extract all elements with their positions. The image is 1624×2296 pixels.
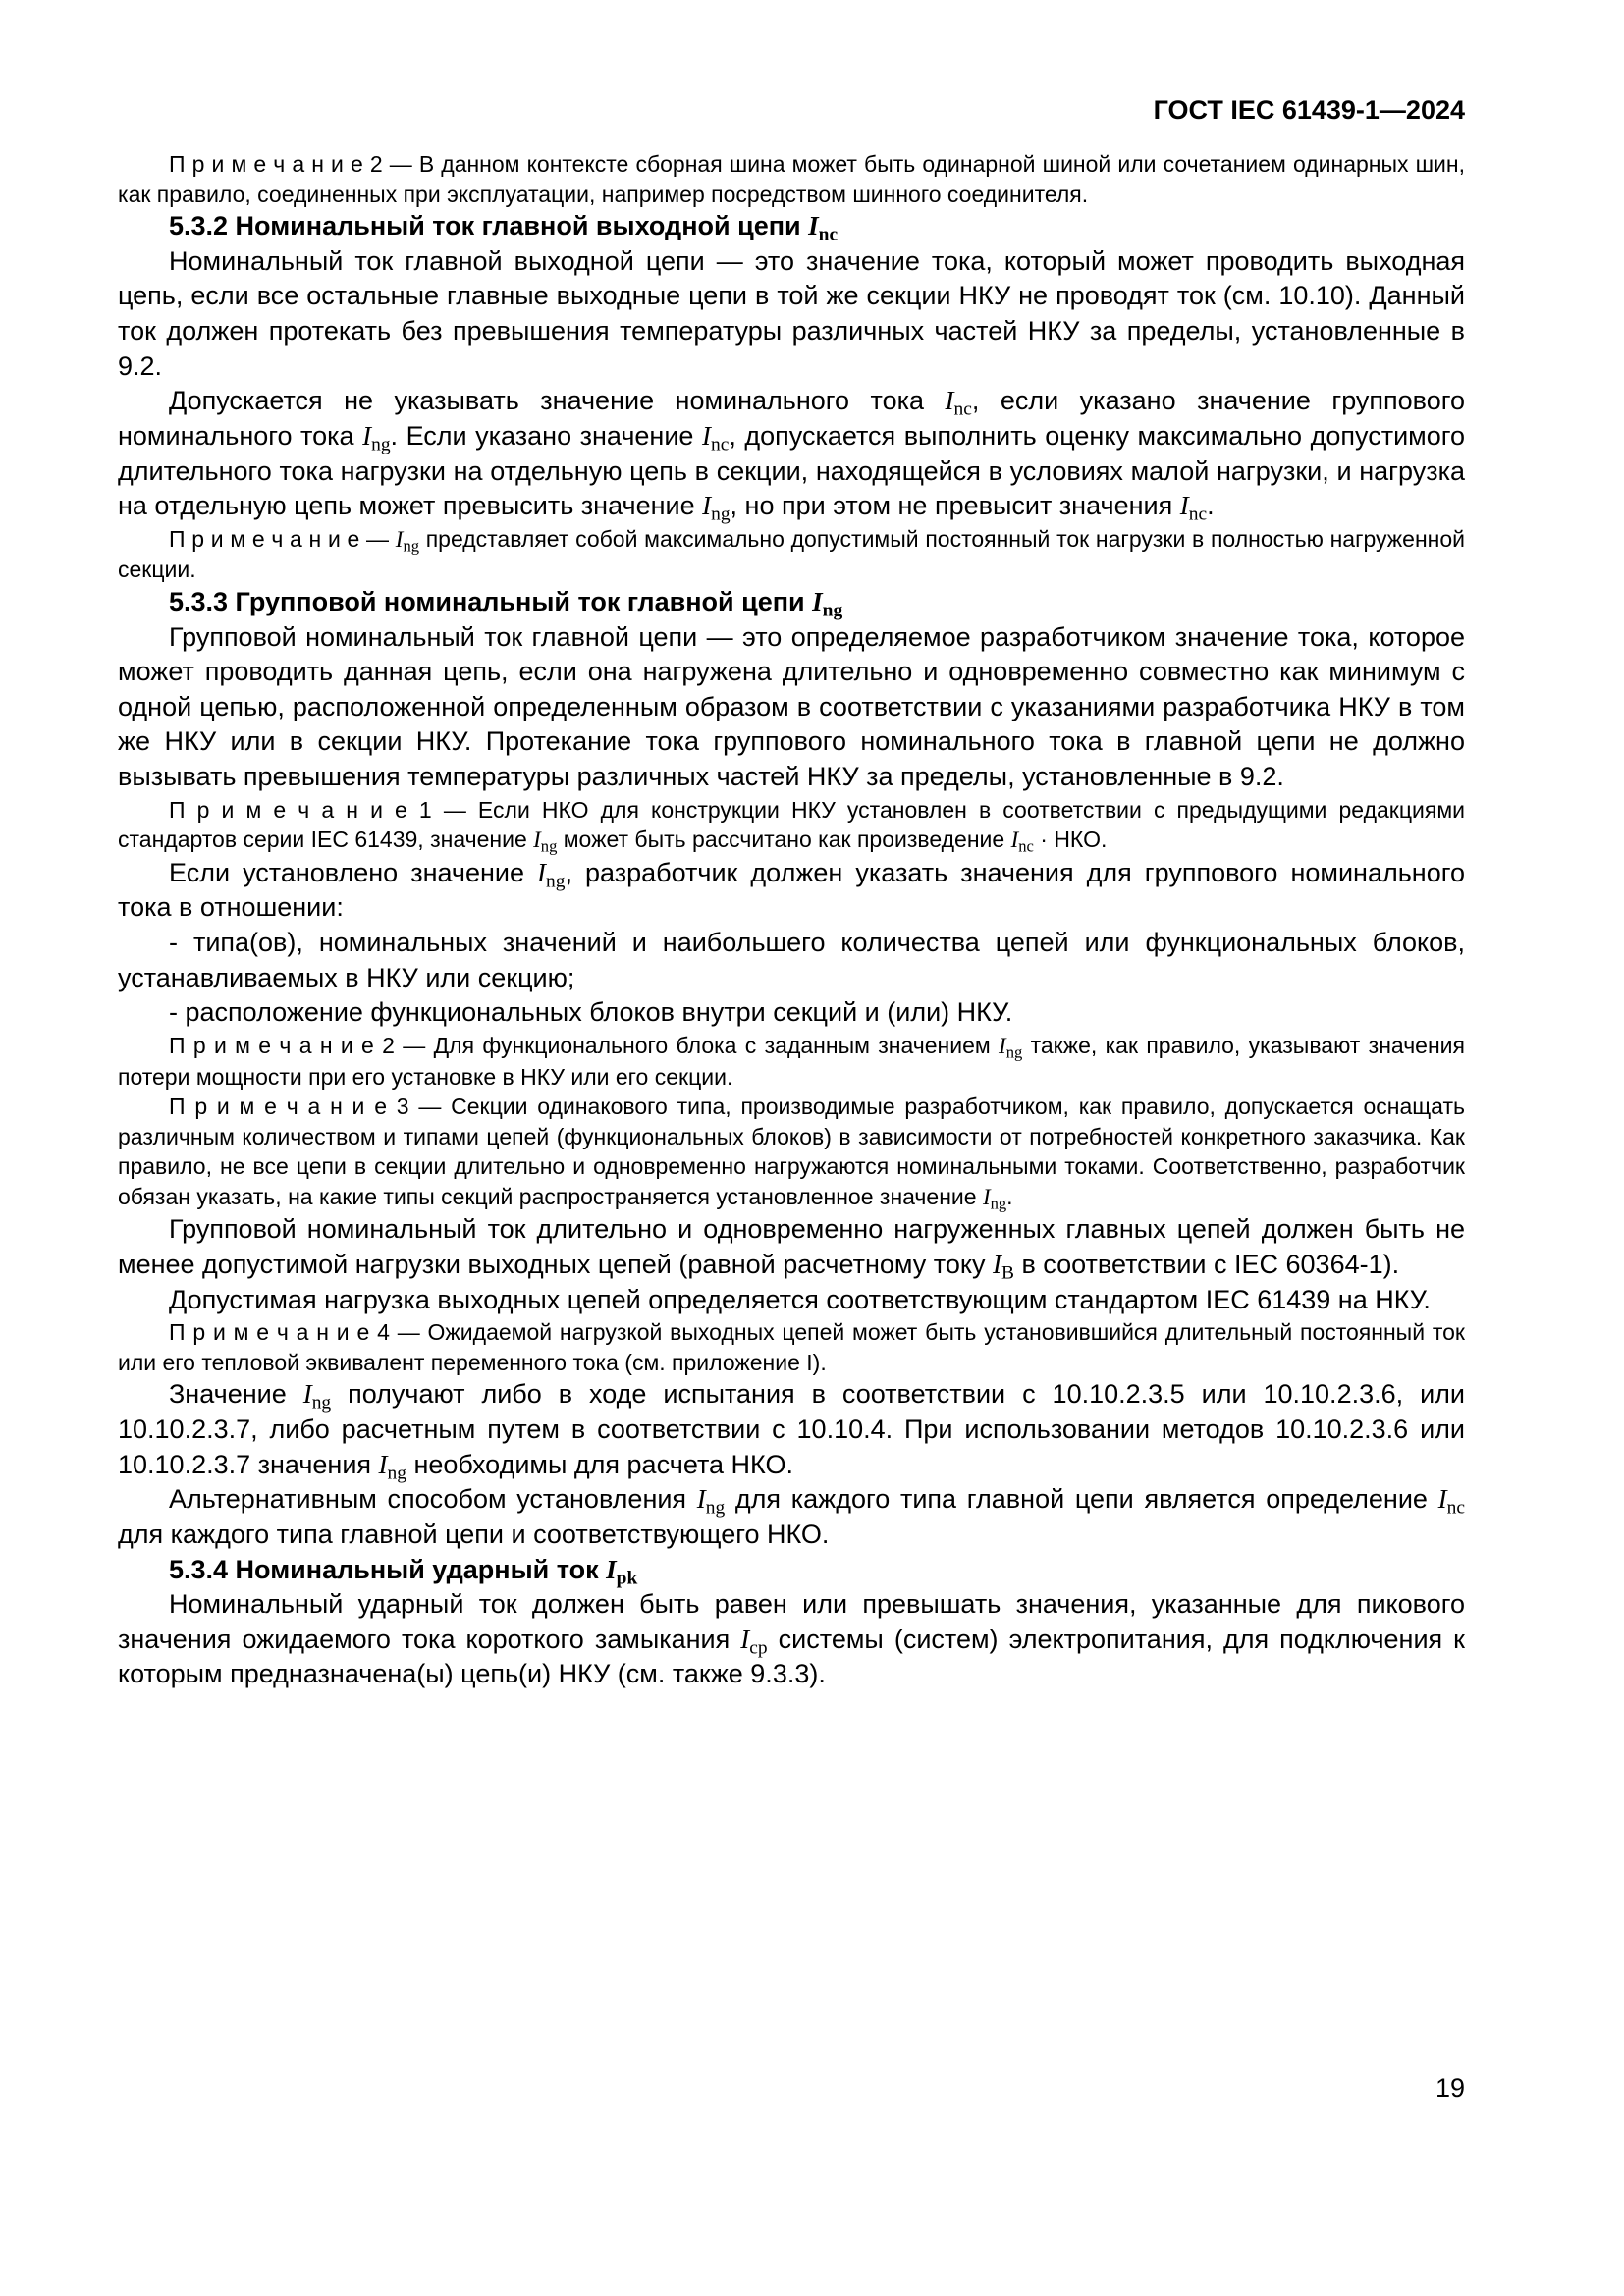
list-item: - расположение функциональных блоков внутри секций и (или) НКУ. bbox=[169, 997, 1013, 1028]
list-item: - типа(ов), номинальных значений и наибольшего количества цепей или функциональных блоков, устанавливаемых в НКУ или секцию; bbox=[118, 928, 1465, 992]
paragraph: Номинальный ударный ток должен быть равен или превышать значения, указанные для пикового значения ожидаемого тока короткого замыкания $I_{cp}$ системы (систем) электропитания, для подключения к которым предназначена(ы) цепь(и) НКУ (см. также 9.3.3). bbox=[118, 1589, 1465, 1689]
variable-symbol: I bbox=[945, 386, 954, 416]
variable-subscript: ng bbox=[311, 1392, 332, 1414]
variable-symbol: I bbox=[362, 420, 372, 451]
variable-subscript: nc bbox=[710, 434, 730, 455]
variable-subscript: nc bbox=[818, 224, 839, 245]
variable-subscript: ng bbox=[546, 871, 566, 892]
variable-symbol: I bbox=[606, 1554, 617, 1584]
variable-symbol: I bbox=[702, 491, 712, 521]
section-heading: 5.3.2 Номинальный ток главной выходной цепи $I_{nc}$ bbox=[169, 211, 839, 245]
note-paragraph: П р и м е ч а н и е — $I_{ng}$ представляет собой максимально допустимый постоянный ток нагрузки в полностью нагруженной секции. bbox=[118, 525, 1465, 583]
variable-subscript: nc bbox=[953, 399, 972, 420]
paragraph: Групповой номинальный ток длительно и одновременно нагруженных главных цепей должен быть не менее допустимой нагрузки выходных цепей (равной расчетному току $I_B$ в соответствии с IEC 60364-1). bbox=[118, 1214, 1465, 1284]
variable-subscript: nc bbox=[1446, 1497, 1465, 1519]
variable-symbol: I bbox=[812, 586, 823, 616]
variable-subscript: nc bbox=[1188, 504, 1208, 525]
variable-subscript: ng bbox=[711, 504, 731, 525]
note-paragraph: П р и м е ч а н и е 1 — Если НКО для конструкции НКУ установлен в соответствии с предыдущими редакциями стандартов серии IEC 61439, значение $I_{ng}$ может быть рассчитано как произведение $I_{nc}$ · НКО. bbox=[118, 796, 1465, 856]
variable-symbol: I bbox=[1179, 491, 1189, 521]
variable-symbol: I bbox=[808, 211, 819, 241]
page-number: 19 bbox=[1435, 2073, 1465, 2103]
variable-symbol: I bbox=[395, 526, 404, 552]
variable-subscript: B bbox=[1001, 1262, 1014, 1284]
section-heading: 5.3.4 Номинальный ударный ток $I_{pk}$ bbox=[169, 1554, 638, 1589]
variable-symbol: I bbox=[992, 1250, 1001, 1280]
variable-subscript: ng bbox=[403, 536, 419, 556]
variable-subscript: nc bbox=[1018, 836, 1034, 856]
variable-subscript: ng bbox=[1005, 1042, 1023, 1062]
section-heading: 5.3.3 Групповой номинальный ток главной цепи $I_{ng}$ bbox=[169, 586, 843, 621]
variable-symbol: I bbox=[999, 1033, 1006, 1058]
paragraph: Альтернативным способом установления $I_{ng}$ для каждого типа главной цепи является определение $I_{nc}$ для каждого типа главной цепи и соответствующего НКО. bbox=[118, 1484, 1465, 1549]
paragraph: Допускается не указывать значение номинального тока $I_{nc}$, если указано значение группового номинального тока $I_{ng}$. Если указано значение $I_{nc}$, допускается выполнить оценку максимально допустимого длительного тока нагрузки на отдельную цепь в секции, находящейся в условиях малой нагрузки, и нагрузка на отдельную цепь может превысить значение $I_{ng}$, но при этом не превысит значения $I_{nc}$. bbox=[118, 386, 1465, 525]
variable-symbol: I bbox=[701, 420, 711, 451]
variable-subscript: cp bbox=[749, 1637, 768, 1659]
variable-symbol: I bbox=[982, 1184, 991, 1209]
paragraph: Номинальный ток главной выходной цепи — это значение тока, который может проводить выходная цепь, если все остальные главные выходные цепи в той же секции НКУ не проводят ток (см. 10.10). Данный ток должен протекать без превышения температуры различных частей НКУ за пределы, установленные в 9.2. bbox=[118, 245, 1465, 381]
document-header bbox=[118, 94, 1465, 126]
note-paragraph: П р и м е ч а н и е 2 — В данном контексте сборная шина может быть одинарной шиной или сочетанием одинарных шин, как правило, соединенных при эксплуатации, например посредством шинного соединителя. bbox=[118, 151, 1465, 207]
paragraph: Значение $I_{ng}$ получают либо в ходе испытания в соответствии с 10.10.2.3.5 или 10.10.2.3.6, или 10.10.2.3.7, либо расчетным путем в соответствии с 10.10.4. При использовании методов 10.10.2.3.6 или 10.10.2.3.7 значения $I_{ng}$ необходимы для расчета НКО. bbox=[118, 1379, 1465, 1484]
document-body bbox=[118, 149, 1465, 1692]
variable-subscript: ng bbox=[540, 836, 558, 856]
variable-symbol: I bbox=[302, 1379, 312, 1410]
variable-symbol: I bbox=[537, 857, 547, 887]
document-footer bbox=[118, 2073, 1465, 2104]
variable-subscript: ng bbox=[822, 600, 843, 621]
variable-subscript: ng bbox=[705, 1497, 726, 1519]
variable-symbol: I bbox=[1010, 828, 1019, 853]
variable-symbol: I bbox=[740, 1624, 750, 1654]
variable-subscript: pk bbox=[616, 1568, 638, 1589]
variable-symbol: I bbox=[533, 828, 541, 853]
doc-code: ГОСТ IEC 61439-1—2024 bbox=[1153, 95, 1465, 125]
paragraph: Если установлено значение $I_{ng}$, разработчик должен указать значения для группового номинального тока в отношении: bbox=[118, 857, 1465, 923]
paragraph: Групповой номинальный ток главной цепи — это определяемое разработчиком значение тока, которое может проводить данная цепь, если она нагружена длительно и одновременно совместно как минимум с одной цепью, расположенной определенным образом в соответствии с указаниями разработчика НКУ в том же НКУ или в секции НКУ. Протекание тока группового номинального тока в главной цепи не должно вызывать превышения температуры различных частей НКУ за пределы, установленные в 9.2. bbox=[118, 621, 1465, 792]
note-paragraph: П р и м е ч а н и е 3 — Секции одинакового типа, производимые разработчиком, как правило, допускается оснащать различным количеством и типами цепей (функциональных блоков) в зависимости от потребностей конкретного заказчика. Как правило, не все цепи в секции длительно и одновременно нагружаются номинальными токами. Соответственно, разработчик обязан указать, на какие типы секций распространяется установленное значение $I_{ng}$. bbox=[118, 1094, 1465, 1213]
variable-subscript: ng bbox=[990, 1194, 1007, 1213]
variable-subscript: ng bbox=[387, 1463, 406, 1484]
variable-symbol: I bbox=[378, 1449, 388, 1479]
variable-symbol: I bbox=[696, 1484, 706, 1515]
note-paragraph: П р и м е ч а н и е 2 — Для функционального блока с заданным значением $I_{ng}$ также, как правило, указывают значения потери мощности при его установке в НКУ или его секции. bbox=[118, 1032, 1465, 1090]
variable-symbol: I bbox=[1437, 1484, 1447, 1515]
variable-subscript: ng bbox=[371, 434, 391, 455]
note-paragraph: П р и м е ч а н и е 4 — Ожидаемой нагрузкой выходных цепей может быть установившийся длительный постоянный ток или его тепловой эквивалент переменного тока (см. приложение I). bbox=[118, 1319, 1465, 1375]
paragraph: Допустимая нагрузка выходных цепей определяется соответствующим стандартом IEC 61439 на НКУ. bbox=[169, 1284, 1431, 1314]
